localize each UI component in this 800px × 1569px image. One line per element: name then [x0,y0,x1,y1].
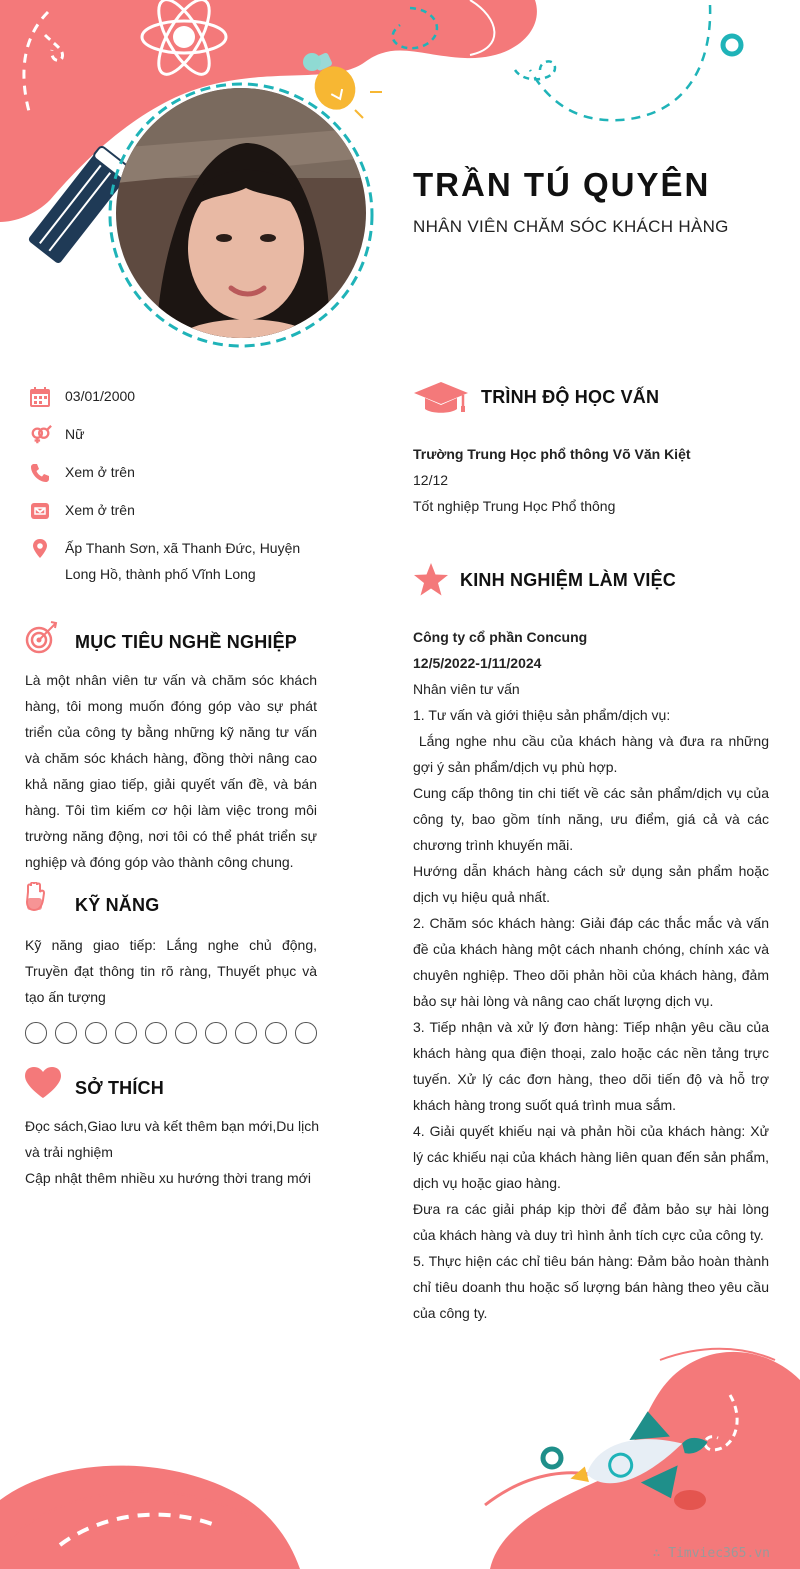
rating-dot [55,1022,77,1044]
work-detail: 3. Tiếp nhận và xử lý đơn hàng: Tiếp nhận yêu cầu của khách hàng qua điện thoại, zalo hoặc các nền tảng trực tuyến. Xử lý các đơn hàng, theo dõi tiến độ và hỗ trợ khách hàng trong suốt quá trình mua sắm. [413,1019,769,1113]
phone-icon [30,463,50,483]
heart-icon [24,1066,62,1100]
work-detail: 1. Tư vấn và giới thiệu sản phẩm/dịch vụ: [413,707,671,723]
skills-title: KỸ NĂNG [75,895,160,915]
teal-dashed-swirl [515,61,555,79]
info-phone [30,464,330,485]
company-name: Công ty cổ phần Concung [413,629,588,645]
candidate-name: TRẦN TÚ QUYÊN [413,166,711,203]
education-entry [413,441,769,519]
work-period: 12/5/2022-1/11/2024 [413,655,542,671]
hobbies-title: SỞ THÍCH [75,1078,164,1098]
teal-dot [303,53,321,71]
rating-dot [25,1022,47,1044]
rating-dot [85,1022,107,1044]
profile-photo [116,88,366,338]
hand-icon [24,882,48,916]
education-description: Tốt nghiệp Trung Học Phổ thông [413,498,616,514]
rating-dot [115,1022,137,1044]
bottom-left-blob [0,1466,300,1569]
avatar [116,88,366,338]
work-detail: 4. Giải quyết khiếu nại và phản hồi của khách hàng: Xử lý các khiếu nại của khách hàng liên quan đến sản phẩm, dịch vụ hoặc giao hàng. [413,1123,769,1191]
target-icon [24,620,60,656]
teal-dashed-curve [530,5,710,120]
work-detail: Hướng dẫn khách hàng cách sử dụng sản phẩm hoặc dịch vụ hiệu quả nhất. [413,863,769,905]
work-position: Nhân viên tư vấn [413,681,520,697]
location-icon [30,539,50,559]
star-icon [413,562,449,597]
objective-title: MỤC TIÊU NGHỀ NGHIỆP [75,632,298,652]
rating-dot [175,1022,197,1044]
rating-dot [145,1022,167,1044]
rocket-smoke [674,1490,706,1510]
gender-icon [30,425,52,445]
rating-dot [265,1022,287,1044]
rating-dot [205,1022,227,1044]
school-name: Trường Trung Học phổ thông Võ Văn Kiệt [413,446,691,462]
hobbies-list [25,1113,325,1191]
education-period: 12/12 [413,472,449,488]
experience-entry [413,624,773,1326]
hobby-line: Cập nhật thêm nhiều xu hướng thời trang mới [25,1170,311,1186]
job-title: NHÂN VIÊN CHĂM SÓC KHÁCH HÀNG [413,217,729,236]
objective-text: Là một nhân viên tư vấn và chăm sóc khách hàng, tôi mong muốn đóng góp vào sự phát triển của công ty bằng những kỹ năng tư vấn và chăm sóc khách hàng, đồng thời nâng cao khả năng giao tiếp, giải quyết vấn đề, và bán hàng. Tôi tìm kiếm cơ hội làm việc trong môi trường năng động, nơi tôi có thể phát triển sự nghiệp và đóng góp vào thành công chung. [25,672,317,870]
education-title: TRÌNH ĐỘ HỌC VẤN [481,387,660,407]
bulb-ray [355,110,363,118]
skills-text: Kỹ năng giao tiếp: Lắng nghe chủ động, Truyền đạt thông tin rõ ràng, Thuyết phục và tạo ấn tượng [25,937,317,1005]
email-value: Xem ở trên [65,502,135,518]
info-address [30,540,330,587]
graduation-cap-icon [413,381,469,415]
phone-value: Xem ở trên [65,464,135,480]
email-icon [30,501,50,521]
skill-rating [25,1022,317,1044]
info-email [30,502,330,523]
work-detail: 5. Thực hiện các chỉ tiêu bán hàng: Đảm bảo hoàn thành chỉ tiêu doanh thu hoặc số lượng bán hàng theo yêu cầu của công ty. [413,1253,769,1321]
work-detail: Lắng nghe nhu cầu của khách hàng và đưa ra những gợi ý sản phẩm/dịch vụ phù hợp. [413,733,773,775]
info-gender [30,426,330,447]
work-detail: 2. Chăm sóc khách hàng: Giải đáp các thắc mắc và vấn đề của khách hàng một cách nhanh chóng, chính xác và chuyên nghiệp. Theo dõi phản hồi của khách hàng, đảm bảo sự hài lòng và nâng cao chất lượng dịch vụ. [413,915,769,1009]
work-detail: Cung cấp thông tin chi tiết về các sản phẩm/dịch vụ của công ty, bao gồm tính năng, ưu điểm, giá cả và các chương trình khuyến mãi. [413,785,769,853]
hobby-line: Đọc sách,Giao lưu và kết thêm bạn mới,Du lịch và trải nghiệm [25,1118,320,1160]
work-detail: Đưa ra các giải pháp kịp thời để đảm bảo sự hài lòng của khách hàng và duy trì hình ảnh tích cực của công ty. [413,1201,769,1243]
rocket-ring [543,1449,561,1467]
watermark-text: ∴ Timviec365.vn [652,1546,770,1561]
rating-dot [235,1022,257,1044]
teal-ring [723,36,741,54]
experience-title: KINH NGHIỆM LÀM VIỆC [460,570,677,590]
gender-value: Nữ [65,426,85,442]
rating-dot [295,1022,317,1044]
address-value: Ấp Thanh Sơn, xã Thanh Đức, Huyện Long Hồ, thành phố Vĩnh Long [65,540,301,582]
calendar-icon [30,387,50,407]
info-birthday [30,388,330,409]
birthday-value: 03/01/2000 [65,388,136,404]
